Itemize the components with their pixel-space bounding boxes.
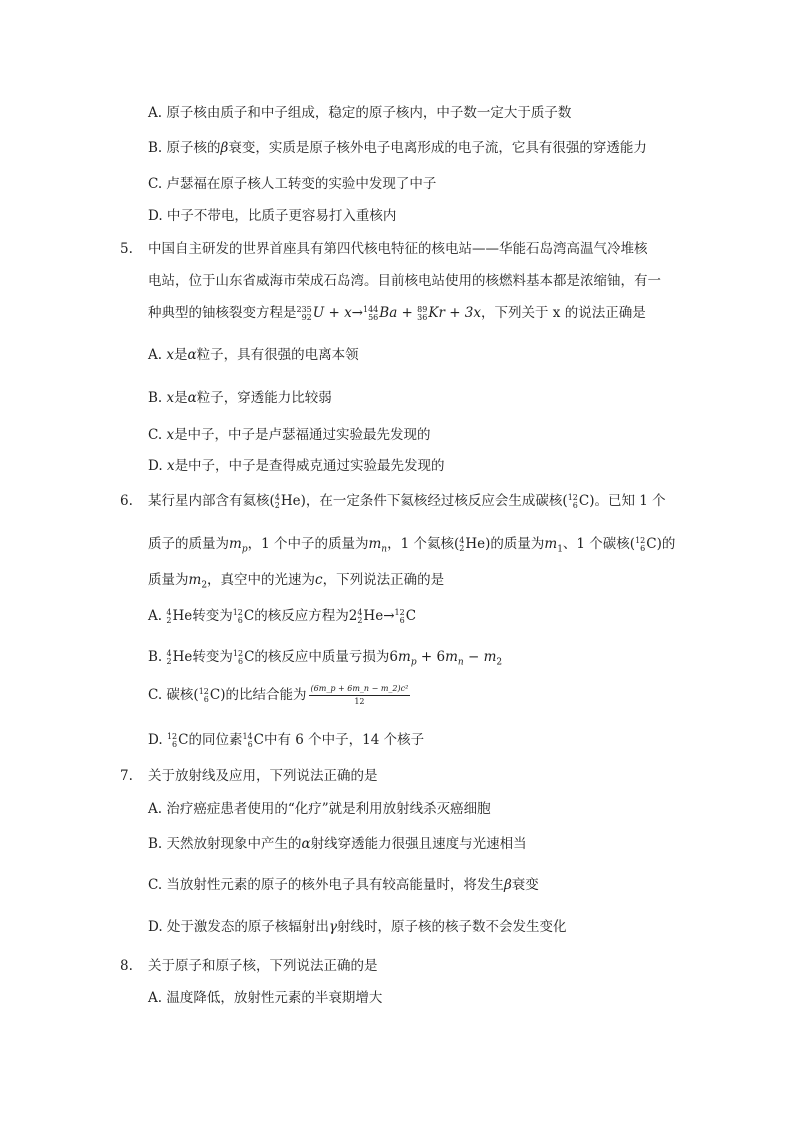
- q8-option-a: A. 温度降低，放射性元素的半衰期增大: [148, 990, 383, 1006]
- q4-option-a: A. 原子核由质子和中子组成，稳定的原子核内，中子数一定大于质子数: [148, 105, 572, 121]
- q5-option-c: C. x是中子，中子是卢瑟福通过实验最先发现的: [148, 427, 431, 443]
- q6-option-a: A. 4 2He转变为12 6C的核反应方程为24 2He→12 6C: [148, 607, 417, 625]
- q7-number: 7.: [120, 768, 133, 784]
- q7-stem: 关于放射线及应用，下列说法正确的是: [148, 768, 378, 784]
- q8-number: 8.: [120, 958, 133, 974]
- q5-stem-line1: 中国自主研发的世界首座具有第四代核电特征的核电站——华能石岛湾高温气冷堆核: [148, 241, 648, 257]
- q7-option-d: D. 处于激发态的原子核辐射出γ射线时，原子核的核子数不会发生变化: [148, 919, 567, 935]
- q5-option-d: D. x是中子，中子是查得威克通过实验最先发现的: [148, 458, 445, 474]
- q4-option-c: C. 卢瑟福在原子核人工转变的实验中发现了中子: [148, 176, 437, 192]
- q7-option-a: A. 治疗癌症患者使用的“化疗”就是利用放射线杀灭癌细胞: [148, 801, 491, 817]
- q6-number: 6.: [120, 493, 133, 509]
- q8-stem: 关于原子和原子核，下列说法正确的是: [148, 958, 378, 974]
- fission-equation: 235 92U + x→144 56Ba + 89 36Kr + 3x: [296, 304, 482, 322]
- q5-option-b: B. x是α粒子，穿透能力比较弱: [148, 390, 332, 406]
- q6-stem-line3: 质量为$m_2$，真空中的光速为c，下列说法正确的是: [148, 572, 445, 591]
- q6-option-b: B. 4 2He转变为12 6C的核反应中质量亏损为$6m_p + 6m_n - m_2$: [148, 648, 503, 668]
- q6-option-d: D. 12 6C的同位素14 6C中有 6 个中子，14 个核子: [148, 731, 425, 749]
- binding-energy-fraction: $\frac{\text{(6m\_p + 6m\_n − m\_2)c²}}{12}$: [310, 684, 409, 706]
- q7-option-c: C. 当放射性元素的原子的核外电子具有较高能量时，将发生β衰变: [148, 877, 539, 893]
- q5-number: 5.: [120, 241, 133, 257]
- q5-option-a: A. x是α粒子，具有很强的电离本领: [148, 347, 359, 363]
- q4-option-b: B. 原子核的β衰变，实质是原子核外电子电离形成的电子流，它具有很强的穿透能力: [148, 140, 647, 156]
- q4-option-d: D. 中子不带电，比质子更容易打入重核内: [148, 208, 397, 224]
- q5-stem-line3: 种典型的铀核裂变方程是235 92U + x→144 56Ba + 89 36Kr + 3x，下列关于 x 的说法正确是: [148, 304, 646, 322]
- q7-option-b: B. 天然放射现象中产生的α射线穿透能力很强且速度与光速相当: [148, 836, 527, 852]
- q6-stem-line1: 某行星内部含有氦核(4 2He)，在一定条件下氦核经过核反应会生成碳核(12 6C)。已知 1 个: [148, 492, 666, 510]
- q6-stem-line2: 质子的质量为$m_p$，1 个中子的质量为$m_n$，1 个氦核(4 2He)的质量为$m_1$、1 个碳核(12 6C)的: [148, 535, 676, 555]
- q6-option-c: C. 碳核(12 6C)的比结合能为 $\frac{\text{(6m\_p + 6m\_n − m\_2)c²}}{12}$: [148, 684, 409, 706]
- q5-stem-line2: 电站，位于山东省威海市荣成石岛湾。目前核电站使用的核燃料基本都是浓缩铀，有一: [148, 273, 661, 289]
